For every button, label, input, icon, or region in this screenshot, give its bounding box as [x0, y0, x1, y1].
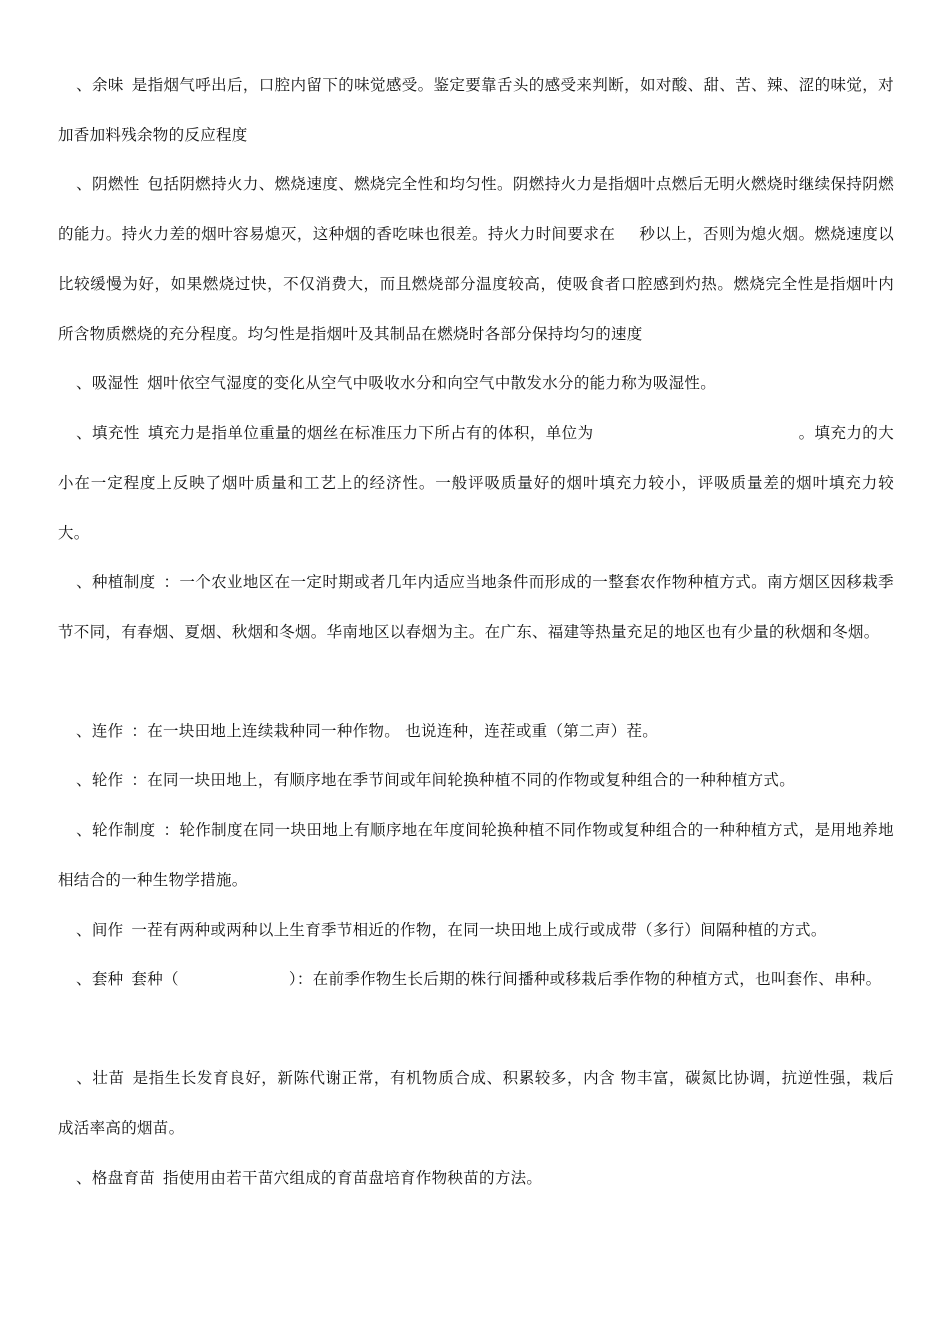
- item-marker: 、: [76, 76, 92, 94]
- paragraph-continuous-cropping: [58, 706, 894, 756]
- definition-text: 烟叶依空气湿度的变化从空气中吸收水分和向空气中散发水分的能力称为吸湿性。: [147, 374, 717, 392]
- item-marker: 、: [76, 175, 92, 193]
- term-label: 套种: [91, 970, 124, 988]
- item-marker: 、: [76, 573, 92, 591]
- term-label: 轮作制度: [91, 821, 156, 839]
- paragraph-hygroscopicity: [58, 358, 894, 408]
- paragraph-rotation-system: [58, 805, 894, 905]
- definition-text-continued: 秒以上，否则为熄火烟。燃烧速度以比较缓慢为好，如果燃烧过快，不仅消费大，而且燃烧部分温度较高，使吸食者口腔感到灼热。燃烧完全性是指烟叶内所含物质燃烧的充分程度。均匀性是指烟叶及其制品在燃烧时各部分保持均匀的速度: [58, 225, 894, 343]
- item-marker: 、: [76, 1169, 92, 1187]
- definition-text: 包括阴燃持火力、燃烧速度、燃烧完全性和均匀性。阴燃持火力是指烟叶点燃后无明火燃烧时继续保持阴燃的能力。持火力差的烟叶容易熄灭，这种烟的香吃味也很差。持火力时间要求在: [58, 175, 894, 243]
- item-marker: 、: [76, 821, 92, 839]
- definition-text: ：在同一块田地上，有顺序地在季节间或年间轮换种植不同的作物或复种组合的一种种植方式。: [131, 771, 796, 789]
- term-label: 间作: [91, 921, 124, 939]
- item-marker: 、: [76, 722, 92, 740]
- term-label: 填充性: [92, 424, 140, 442]
- paragraph-filling-capacity: [58, 408, 894, 558]
- term-label: 壮苗: [92, 1069, 125, 1087]
- definition-text: ：在一块田地上连续栽种同一种作物。 也说连种，连茬或重（第二声）茬。: [131, 722, 659, 740]
- paragraph-cropping-system: [58, 557, 894, 657]
- item-marker: 、: [76, 771, 92, 789]
- paragraph-aftertaste: [58, 60, 894, 160]
- term-label: 轮作: [91, 771, 124, 789]
- definition-text: 是指生长发育良好，新陈代谢正常，有机物质合成、积累较多，内含 物丰富，碳氮比协调，抗逆性强，栽后成活率高的烟苗。: [58, 1069, 894, 1137]
- definition-text: 填充力是指单位重量的烟丝在标准压力下所占有的体积，单位为: [147, 424, 594, 442]
- item-marker: 、: [76, 424, 93, 442]
- item-marker: 、: [76, 970, 92, 988]
- term-label: 种植制度: [91, 573, 156, 591]
- definition-text: ：一个农业地区在一定时期或者几年内适应当地条件而形成的一整套农作物种植方式。南方烟区因移栽季节不同，有春烟、夏烟、秋烟和冬烟。华南地区以春烟为主。在广东、福建等热量充足的地区也有少量的秋烟和冬烟。: [58, 573, 894, 641]
- term-label: 余味: [91, 76, 124, 94]
- paragraph-tray-seedling: [58, 1153, 894, 1203]
- paragraph-relay-cropping: [58, 954, 894, 1004]
- definition-text: 一茬有两种或两种以上生育季节相近的作物，在同一块田地上成行或成带（多行）间隔种植的方式。: [131, 921, 827, 939]
- item-marker: 、: [76, 921, 92, 939]
- definition-text: 是指烟气呼出后，口腔内留下的味觉感受。鉴定要靠舌头的感受来判断，如对酸、甜、苦、辣、涩的味觉，对加香加料残余物的反应程度: [58, 76, 894, 144]
- term-label: 格盘育苗: [91, 1169, 156, 1187]
- term-label: 阴燃性: [91, 175, 140, 193]
- definition-text-continued: 。填充力的大小在一定程度上反映了烟叶质量和工艺上的经济性。一般评吸质量好的烟叶填充力较小，评吸质量差的烟叶填充力较大。: [58, 424, 895, 542]
- definition-text: 套种（: [131, 970, 179, 988]
- paragraph-rotation: [58, 755, 894, 805]
- term-label: 连作: [91, 722, 124, 740]
- item-marker: 、: [76, 1069, 93, 1087]
- item-marker: 、: [76, 374, 92, 392]
- term-label: 吸湿性: [91, 374, 140, 392]
- definition-text: 指使用由若干苗穴组成的育苗盘培育作物秧苗的方法。: [163, 1169, 543, 1187]
- paragraph-strong-seedling: [58, 1053, 894, 1153]
- paragraph-intercropping: [58, 905, 894, 955]
- definition-text-continued: ）：在前季作物生长后期的株行间播种或移栽后季作物的种植方式，也叫套作、串种。: [288, 970, 882, 988]
- definition-text: ：轮作制度在同一块田地上有顺序地在年度间轮换种植不同作物或复种组合的一种种植方式，是用地养地相结合的一种生物学措施。: [58, 821, 894, 889]
- paragraph-smoldering: [58, 159, 894, 359]
